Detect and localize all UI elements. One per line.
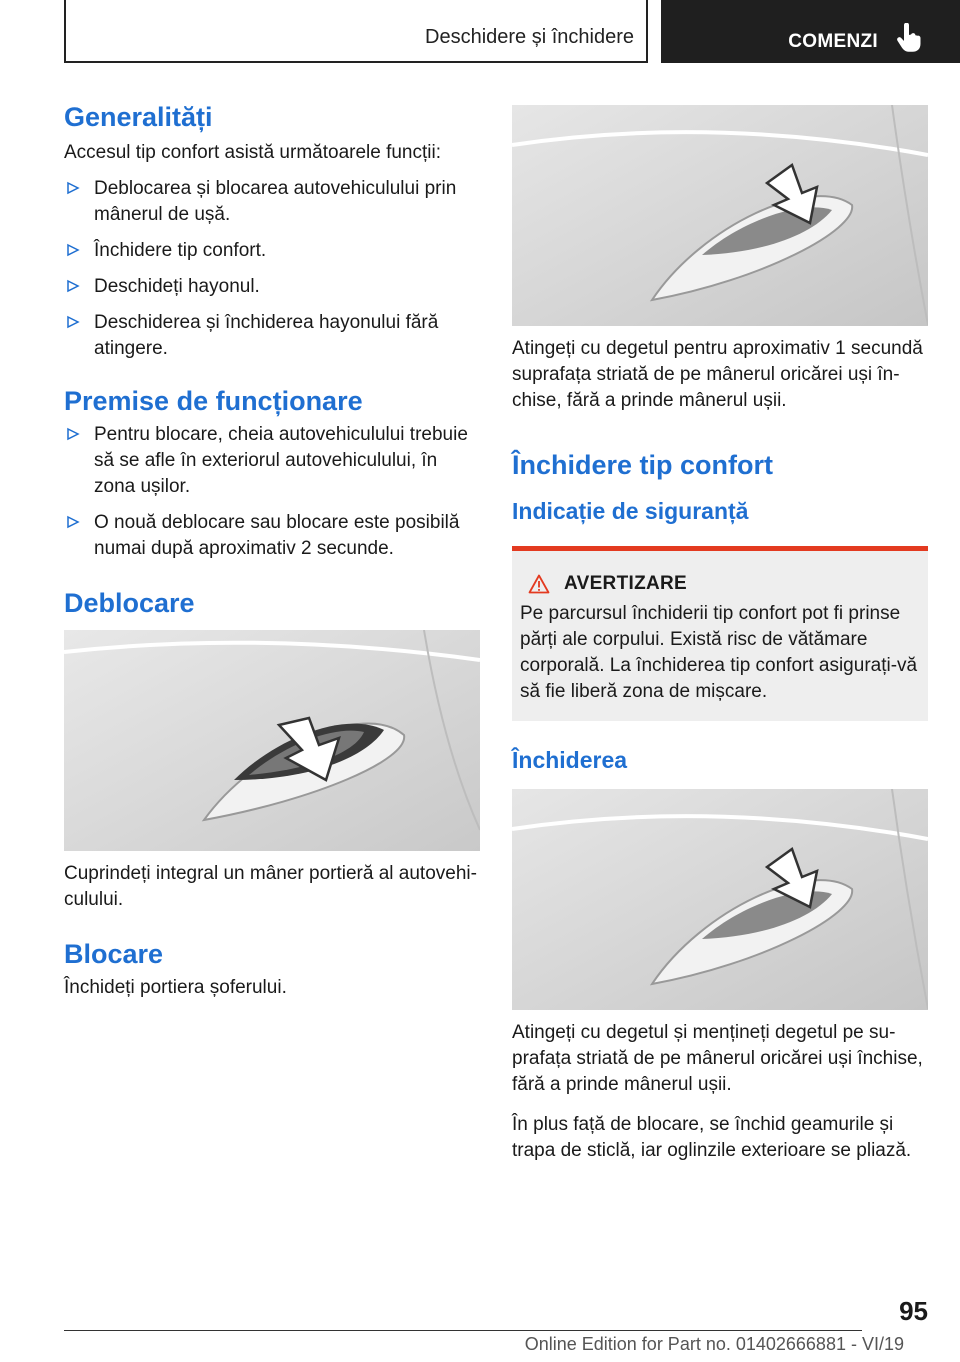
heading-inchiderea: Închiderea xyxy=(512,747,628,773)
blocare-text: Închideți portiera șoferului. xyxy=(64,977,287,998)
heading-premise: Premise de funcționare xyxy=(64,386,363,416)
list-item: Deschideți hayonul. xyxy=(64,274,480,300)
section-title: Deschidere și închidere xyxy=(425,26,634,48)
footer-divider xyxy=(64,1330,862,1331)
right-column xyxy=(512,105,928,1164)
door-handle-touch-image-2 xyxy=(512,789,928,1010)
inchiderea-extra: În plus față de blocare, se închid geamurile și trapa de sticlă, iar oglinzile exterioare se pliază. xyxy=(512,1114,912,1161)
list-item: Închidere tip confort. xyxy=(64,238,480,264)
triangle-bullet-icon xyxy=(66,515,80,529)
triangle-bullet-icon xyxy=(66,181,80,195)
page-number: 95 xyxy=(899,1296,928,1326)
deblocare-caption: Cuprindeți integral un mâner portieră al autovehiculului. xyxy=(64,863,477,910)
inchiderea-caption: Atingeți cu degetul și mențineți degetul pe suprafața striată de pe mânerul oricărei uși închise, fără a prinde mânerul ușii. xyxy=(512,1022,923,1095)
left-column xyxy=(64,100,480,1001)
pointing-hand-icon xyxy=(896,23,922,53)
warning-text: Pe parcursul închiderii tip confort pot fi prinse părți ale corpului. Există risc de vătămare corporală. La închiderea tip confort asigurați-vă să fie liberă zona de mișcare. xyxy=(520,603,918,702)
list-item: Deschiderea și închiderea hayonului fără atingere. xyxy=(64,310,480,362)
list-item: O nouă deblocare sau blocare este posibilă numai după aproximativ 2 secunde. xyxy=(64,510,480,562)
tab-label: COMENZI xyxy=(788,31,878,52)
warning-triangle-icon xyxy=(528,574,550,594)
triangle-bullet-icon xyxy=(66,279,80,293)
door-handle-grip-image xyxy=(64,630,480,851)
header-section-title xyxy=(64,0,648,63)
heading-indicatie-siguranta: Indicație de siguranță xyxy=(512,498,749,524)
triangle-bullet-icon xyxy=(66,315,80,329)
door-handle-touch-image-1 xyxy=(512,105,928,326)
heading-deblocare: Deblocare xyxy=(64,588,195,618)
footer-edition: Online Edition for Part no. 01402666881 - VI/19 xyxy=(524,1334,904,1354)
premise-list xyxy=(64,422,480,562)
header-tab[interactable] xyxy=(661,0,960,63)
triangle-bullet-icon xyxy=(66,243,80,257)
triangle-bullet-icon xyxy=(66,427,80,441)
warning-title: AVERTIZARE xyxy=(564,573,687,594)
heading-blocare: Blocare xyxy=(64,939,164,969)
touch-caption-1: Atingeți cu degetul pentru aproximativ 1 secundă suprafața striată de pe mânerul oricărei uși închise, fără a prinde mânerul ușii. xyxy=(512,338,923,411)
list-item: Pentru blocare, cheia autovehiculului trebuie să se afle în exteriorul autovehiculului, în zona ușilor. xyxy=(64,422,480,500)
heading-inchidere-confort: Închidere tip confort xyxy=(512,450,774,480)
heading-generalitati: Generalități xyxy=(64,102,213,132)
generalitati-intro: Accesul tip confort asistă următoarele funcții: xyxy=(64,142,442,163)
generalitati-list xyxy=(64,176,480,362)
list-item: Deblocarea și blocarea autovehiculului prin mânerul de ușă. xyxy=(64,176,480,228)
warning-box xyxy=(512,546,928,721)
